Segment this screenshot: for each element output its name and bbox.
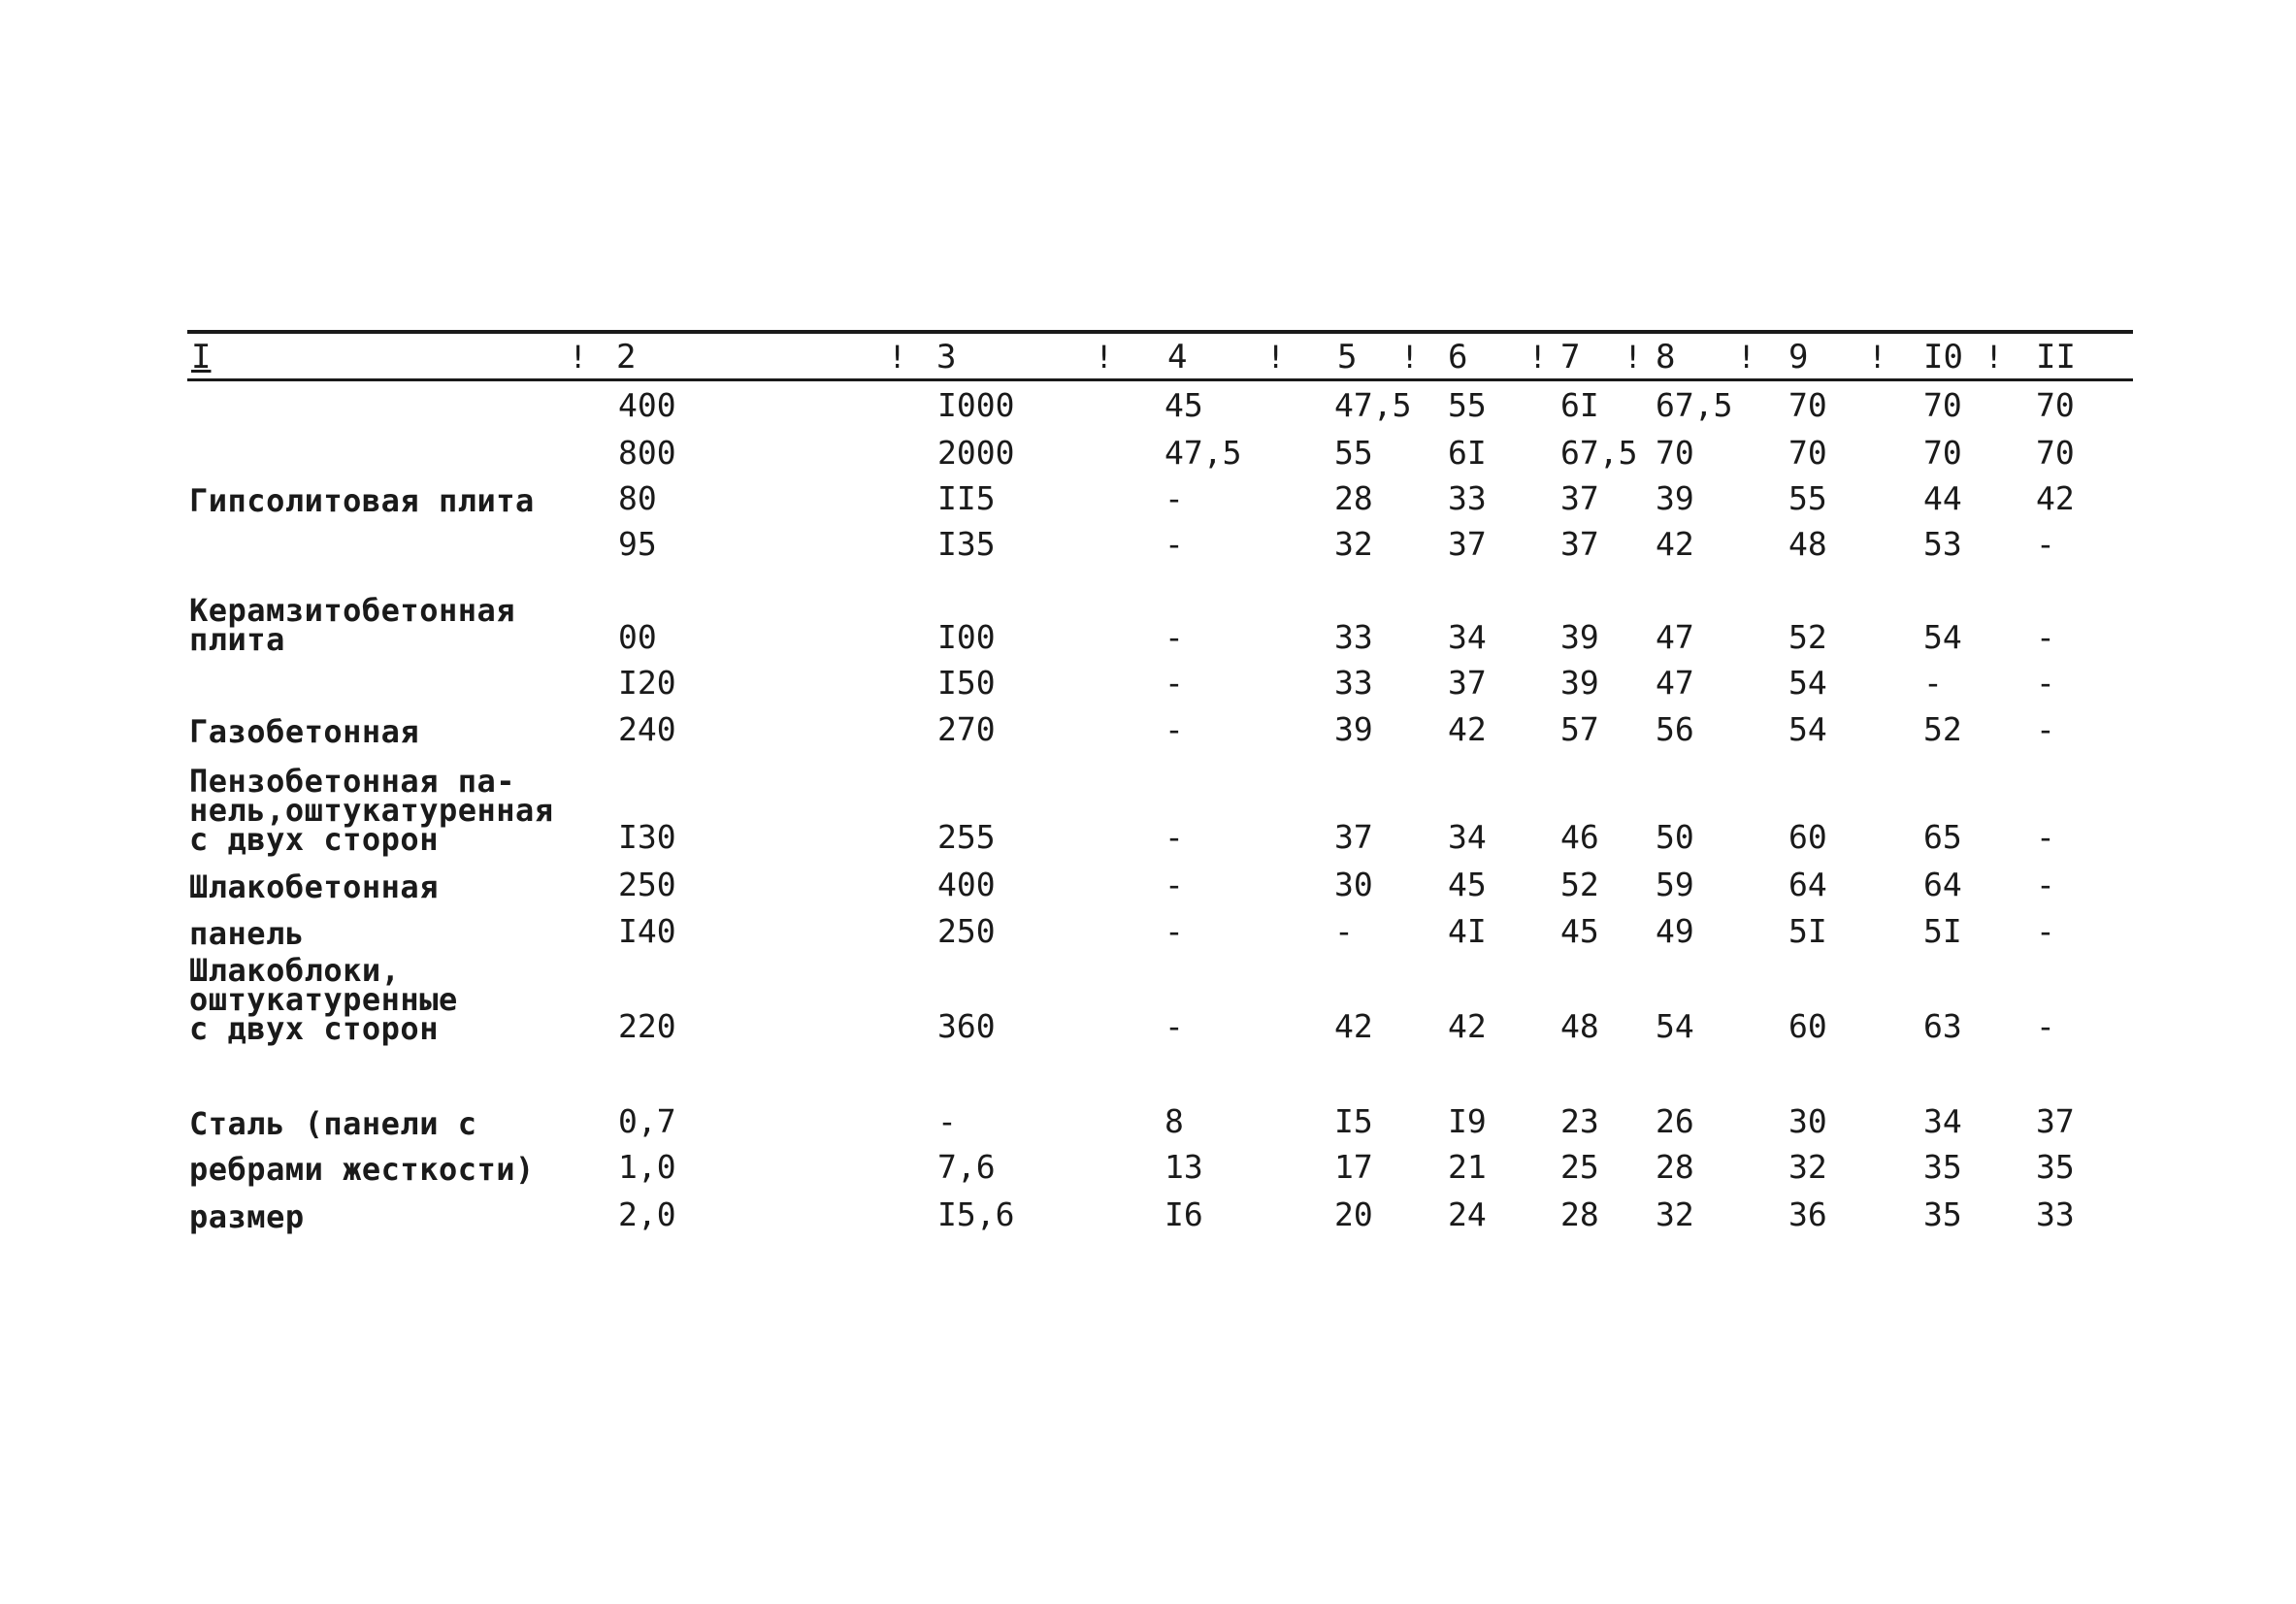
table-cell: 36 <box>1788 1195 1827 1233</box>
table-cell: 28 <box>1560 1195 1599 1233</box>
header-separator: ! <box>1400 339 1420 376</box>
table-cell: 20 <box>1334 1195 1373 1233</box>
table-cell: 42 <box>1448 1007 1487 1045</box>
table-cell: 8 <box>1164 1102 1184 1140</box>
table-cell: 64 <box>1923 866 1962 903</box>
table-cell: 70 <box>1656 434 1694 472</box>
table-cell: 52 <box>1788 618 1827 656</box>
table-cell: 37 <box>2036 1102 2075 1140</box>
header-col-3: 3 <box>936 338 957 376</box>
table-cell: 64 <box>1788 866 1827 903</box>
row-label-line: Пензобетонная па- <box>189 763 516 800</box>
table-cell: 23 <box>1560 1102 1599 1140</box>
table-cell: 53 <box>1923 525 1962 563</box>
header-separator: ! <box>569 339 588 376</box>
table-cell: - <box>1923 664 1943 702</box>
table-cell: 63 <box>1923 1007 1962 1045</box>
table-top-rule <box>187 330 2133 334</box>
table-cell: 13 <box>1164 1148 1203 1186</box>
table-cell: I5,6 <box>937 1195 1015 1233</box>
table-cell: 67,5 <box>1656 386 1733 424</box>
table-cell: 56 <box>1656 710 1694 748</box>
table-cell: - <box>1164 525 1184 563</box>
table-cell: 33 <box>1334 664 1373 702</box>
table-cell: 45 <box>1164 386 1203 424</box>
table-cell: - <box>2036 912 2055 950</box>
table-cell: 35 <box>1923 1148 1962 1186</box>
table-cell: - <box>1164 710 1184 748</box>
table-cell: - <box>1164 1007 1184 1045</box>
header-separator: ! <box>1624 339 1643 376</box>
table-cell: 255 <box>937 818 996 856</box>
table-cell: I40 <box>618 912 676 950</box>
table-cell: 32 <box>1788 1148 1827 1186</box>
table-cell: 26 <box>1656 1102 1694 1140</box>
table-cell: 47,5 <box>1334 386 1412 424</box>
header-col-10: I0 <box>1923 338 1963 376</box>
header-separator: ! <box>888 339 907 376</box>
table-cell: 2000 <box>937 434 1015 472</box>
table-cell: I50 <box>937 664 996 702</box>
table-cell: 30 <box>1334 866 1373 903</box>
table-cell: 34 <box>1923 1102 1962 1140</box>
table-cell: - <box>2036 866 2055 903</box>
table-cell: 5I <box>1923 912 1962 950</box>
table-cell: 39 <box>1560 664 1599 702</box>
table-cell: 2,0 <box>618 1195 676 1233</box>
table-cell: - <box>1164 618 1184 656</box>
table-cell: 47,5 <box>1164 434 1242 472</box>
row-label-line: размер <box>189 1198 305 1235</box>
table-cell: 400 <box>937 866 996 903</box>
table-cell: 28 <box>1656 1148 1694 1186</box>
table-cell: 800 <box>618 434 676 472</box>
table-cell: 44 <box>1923 479 1962 517</box>
table-cell: 39 <box>1656 479 1694 517</box>
table-cell: 33 <box>1448 479 1487 517</box>
table-cell: 70 <box>1788 434 1827 472</box>
table-cell: - <box>2036 1007 2055 1045</box>
header-separator: ! <box>1095 339 1114 376</box>
row-label-line: Сталь (панели с <box>189 1105 477 1142</box>
row-label-line: нель,оштукатуренная <box>189 792 554 829</box>
table-cell: - <box>1164 912 1184 950</box>
table-cell: I9 <box>1448 1102 1487 1140</box>
row-label-line: Керамзитобетонная <box>189 592 516 629</box>
header-col-5: 5 <box>1337 338 1358 376</box>
row-label-line: Газобетонная <box>189 713 420 750</box>
table-cell: 54 <box>1788 710 1827 748</box>
header-separator: ! <box>1984 339 2004 376</box>
table-cell: 70 <box>1788 386 1827 424</box>
table-cell: - <box>2036 818 2055 856</box>
table-cell: - <box>1164 866 1184 903</box>
table-cell: 52 <box>1560 866 1599 903</box>
header-col-1: I <box>191 338 212 376</box>
table-cell: 70 <box>1923 386 1962 424</box>
table-cell: 37 <box>1560 479 1599 517</box>
row-label-line: оштукатуренные <box>189 981 458 1018</box>
table-cell: 6I <box>1448 434 1487 472</box>
header-col-11: II <box>2036 338 2076 376</box>
table-cell: 48 <box>1560 1007 1599 1045</box>
table-cell: 7,6 <box>937 1148 996 1186</box>
table-cell: 70 <box>2036 434 2075 472</box>
table-cell: - <box>1334 912 1354 950</box>
table-cell: 34 <box>1448 618 1487 656</box>
table-cell: 4I <box>1448 912 1487 950</box>
table-cell: 25 <box>1560 1148 1599 1186</box>
table-cell: - <box>1164 818 1184 856</box>
table-cell: 250 <box>618 866 676 903</box>
table-cell: 34 <box>1448 818 1487 856</box>
table-cell: 6I <box>1560 386 1599 424</box>
table-cell: 37 <box>1448 525 1487 563</box>
header-separator: ! <box>1868 339 1887 376</box>
table-cell: I5 <box>1334 1102 1373 1140</box>
table-cell: 42 <box>1334 1007 1373 1045</box>
row-label-line: Шлакобетонная <box>189 868 439 905</box>
header-col-9: 9 <box>1788 338 1809 376</box>
table-cell: 32 <box>1656 1195 1694 1233</box>
table-cell: 39 <box>1334 710 1373 748</box>
table-cell: - <box>937 1102 957 1140</box>
table-cell: 95 <box>618 525 657 563</box>
row-label-line: ребрами жесткости) <box>189 1151 535 1188</box>
table-cell: 52 <box>1923 710 1962 748</box>
row-label-line: плита <box>189 621 285 658</box>
header-col-4: 4 <box>1167 338 1188 376</box>
table-cell: 57 <box>1560 710 1599 748</box>
table-cell: - <box>1164 664 1184 702</box>
table-cell: 28 <box>1334 479 1373 517</box>
table-cell: 35 <box>1923 1195 1962 1233</box>
table-cell: 54 <box>1788 664 1827 702</box>
table-cell: 47 <box>1656 664 1694 702</box>
header-col-7: 7 <box>1560 338 1581 376</box>
table-cell: - <box>2036 710 2055 748</box>
row-label-line: с двух сторон <box>189 821 439 858</box>
table-cell: 42 <box>1656 525 1694 563</box>
table-cell: 42 <box>2036 479 2075 517</box>
table-cell: 17 <box>1334 1148 1373 1186</box>
header-col-8: 8 <box>1656 338 1676 376</box>
header-col-6: 6 <box>1448 338 1468 376</box>
table-cell: 67,5 <box>1560 434 1638 472</box>
table-cell: 49 <box>1656 912 1694 950</box>
table-cell: - <box>2036 525 2055 563</box>
table-cell: 00 <box>618 618 657 656</box>
row-label-line: Шлакоблоки, <box>189 952 401 989</box>
table-cell: 60 <box>1788 818 1827 856</box>
table-cell: 250 <box>937 912 996 950</box>
header-separator: ! <box>1737 339 1756 376</box>
table-cell: 21 <box>1448 1148 1487 1186</box>
table-cell: 47 <box>1656 618 1694 656</box>
table-cell: 24 <box>1448 1195 1487 1233</box>
table-cell: 59 <box>1656 866 1694 903</box>
table-cell: 37 <box>1334 818 1373 856</box>
table-cell: 37 <box>1448 664 1487 702</box>
table-cell: I20 <box>618 664 676 702</box>
table-cell: 30 <box>1788 1102 1827 1140</box>
table-cell: I00 <box>937 618 996 656</box>
table-cell: 54 <box>1923 618 1962 656</box>
table-cell: 46 <box>1560 818 1599 856</box>
table-cell: 80 <box>618 479 657 517</box>
header-underline-rule <box>187 378 2133 381</box>
table-cell: I6 <box>1164 1195 1203 1233</box>
table-cell: 33 <box>2036 1195 2075 1233</box>
header-separator: ! <box>1528 339 1548 376</box>
table-cell: 240 <box>618 710 676 748</box>
table-cell: 220 <box>618 1007 676 1045</box>
table-cell: 65 <box>1923 818 1962 856</box>
row-label-line: Гипсолитовая плита <box>189 482 535 519</box>
table-cell: - <box>2036 618 2055 656</box>
table-cell: 360 <box>937 1007 996 1045</box>
table-cell: 70 <box>1923 434 1962 472</box>
table-cell: - <box>1164 479 1184 517</box>
table-cell: II5 <box>937 479 996 517</box>
table-cell: 39 <box>1560 618 1599 656</box>
row-label-line: с двух сторон <box>189 1010 439 1047</box>
table-cell: 400 <box>618 386 676 424</box>
table-cell: 45 <box>1448 866 1487 903</box>
header-separator: ! <box>1266 339 1286 376</box>
table-cell: I35 <box>937 525 996 563</box>
table-cell: 5I <box>1788 912 1827 950</box>
table-cell: 0,7 <box>618 1102 676 1140</box>
table-cell: 37 <box>1560 525 1599 563</box>
header-col-2: 2 <box>616 338 637 376</box>
table-cell: 55 <box>1788 479 1827 517</box>
table-cell: 42 <box>1448 710 1487 748</box>
table-cell: 55 <box>1334 434 1373 472</box>
table-cell: 48 <box>1788 525 1827 563</box>
row-label-line: панель <box>189 915 305 952</box>
table-cell: - <box>2036 664 2055 702</box>
table-cell: 270 <box>937 710 996 748</box>
table-cell: 35 <box>2036 1148 2075 1186</box>
table-cell: 33 <box>1334 618 1373 656</box>
table-cell: 60 <box>1788 1007 1827 1045</box>
table-cell: I30 <box>618 818 676 856</box>
table-cell: 54 <box>1656 1007 1694 1045</box>
table-cell: 1,0 <box>618 1148 676 1186</box>
table-cell: I000 <box>937 386 1015 424</box>
table-cell: 55 <box>1448 386 1487 424</box>
table-cell: 45 <box>1560 912 1599 950</box>
table-cell: 50 <box>1656 818 1694 856</box>
table-cell: 70 <box>2036 386 2075 424</box>
table-cell: 32 <box>1334 525 1373 563</box>
